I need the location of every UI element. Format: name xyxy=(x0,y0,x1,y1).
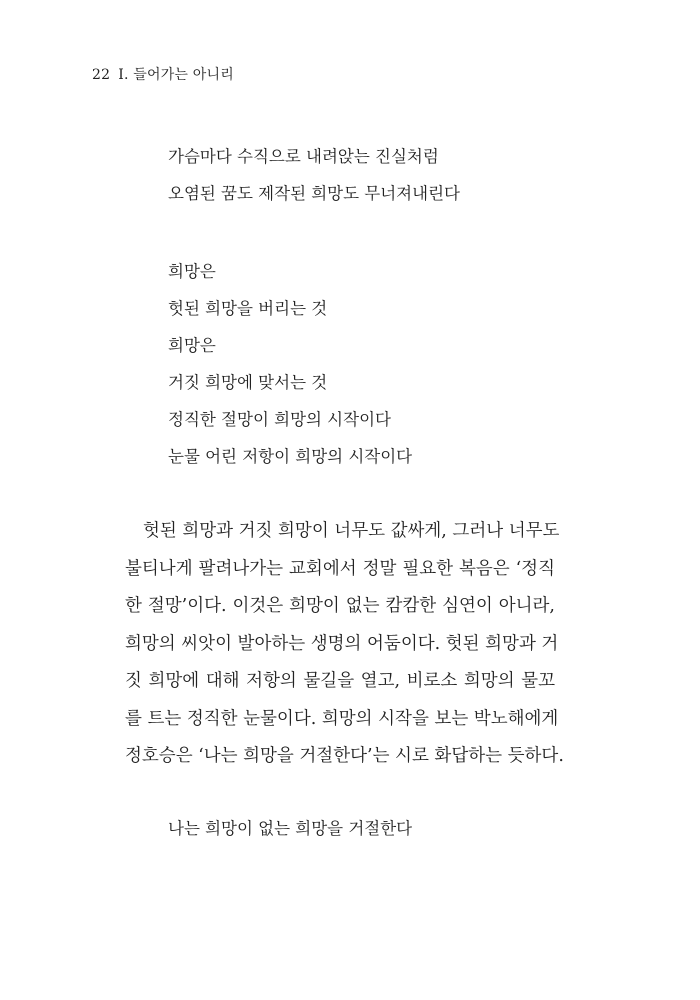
prose-paragraph xyxy=(125,513,564,776)
prose-line: 짓 희망에 대해 저항의 물길을 열고, 비로소 희망의 물꼬 xyxy=(125,671,555,691)
prose-line: 정호승은 ‘나는 희망을 거절한다’는 시로 화답하는 듯하다. xyxy=(125,746,564,766)
section-title: I. 들어가는 아니리 xyxy=(118,67,234,83)
poem-stanza-3 xyxy=(168,810,412,847)
poem-line: 눈물 어린 저항이 희망의 시작이다 xyxy=(168,447,413,466)
page-number: 22 xyxy=(92,67,111,83)
running-header xyxy=(92,64,234,84)
poem-stanza-1 xyxy=(168,138,460,212)
poem-line: 가슴마다 수직으로 내려앉는 진실처럼 xyxy=(168,147,439,166)
poem-stanza-2 xyxy=(168,253,412,475)
prose-line: 헛된 희망과 거짓 희망이 너무도 값싸게, 그러나 너무도 xyxy=(143,521,560,541)
poem-line: 거짓 희망에 맞서는 것 xyxy=(168,373,328,392)
poem-line: 헛된 희망을 버리는 것 xyxy=(168,299,328,318)
poem-line: 오염된 꿈도 제작된 희망도 무너져내린다 xyxy=(168,184,460,203)
prose-line: 한 절망’이다. 이것은 희망이 없는 캄캄한 심연이 아니라, xyxy=(125,596,555,616)
poem-line: 나는 희망이 없는 희망을 거절한다 xyxy=(168,819,413,838)
poem-line: 정직한 절망이 희망의 시작이다 xyxy=(168,410,391,429)
prose-line: 희망의 씨앗이 발아하는 생명의 어둠이다. 헛된 희망과 거 xyxy=(125,633,559,654)
poem-line: 희망은 xyxy=(168,262,216,281)
prose-line: 불티나게 팔려나가는 교회에서 정말 필요한 복음은 ‘정직 xyxy=(125,558,555,579)
prose-line: 를 트는 정직한 눈물이다. 희망의 시작을 보는 박노해에게 xyxy=(125,708,559,729)
poem-line: 희망은 xyxy=(168,336,216,355)
